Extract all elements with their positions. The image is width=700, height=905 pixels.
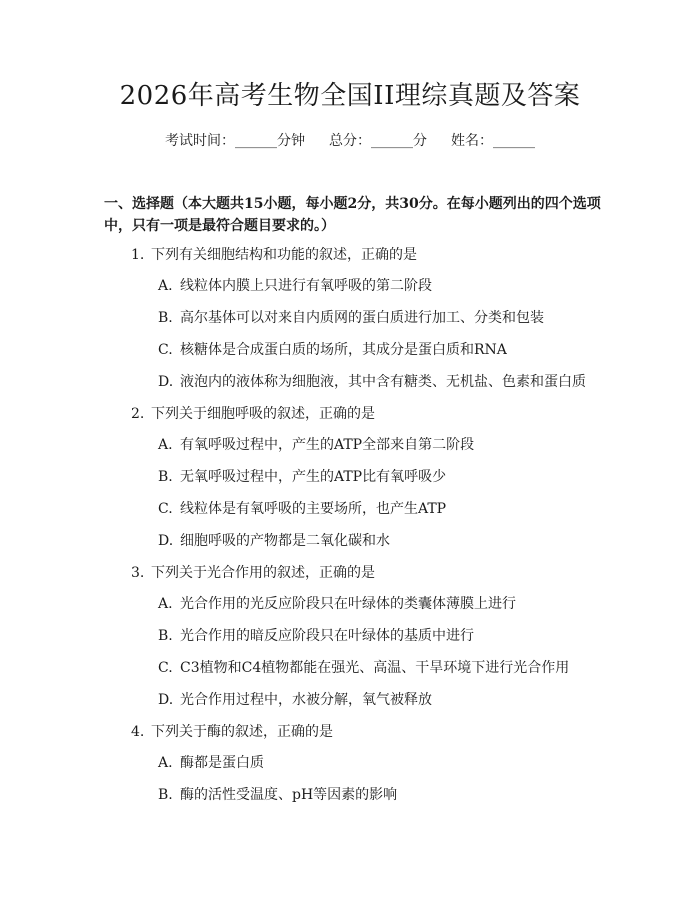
question-1-option-b — [158, 308, 544, 328]
option-text: 酶都是蛋白质 — [180, 755, 264, 771]
option-letter: B. — [158, 310, 173, 326]
total-score-field: 总分：______分 — [329, 133, 427, 149]
option-text: 酶的活性受温度、pH等因素的影响 — [180, 787, 398, 803]
question-number: 4. — [131, 724, 145, 740]
question-2-option-b — [158, 467, 446, 487]
option-letter: A. — [158, 278, 173, 294]
question-3-option-a — [158, 594, 516, 614]
option-letter: C. — [158, 342, 173, 358]
question-4-option-a — [158, 753, 264, 773]
option-letter: C. — [158, 660, 173, 676]
question-2-stem — [131, 404, 375, 424]
question-number: 2. — [131, 406, 145, 422]
option-letter: A. — [158, 437, 173, 453]
option-text: 有氧呼吸过程中，产生的ATP全部来自第二阶段 — [180, 437, 475, 453]
question-text: 下列关于酶的叙述，正确的是 — [151, 724, 333, 740]
option-letter: B. — [158, 469, 173, 485]
exam-meta-line — [0, 131, 700, 151]
option-letter: D. — [158, 374, 174, 390]
question-2-option-a — [158, 435, 474, 455]
option-text: 细胞呼吸的产物都是二氧化碳和水 — [180, 533, 390, 549]
question-text: 下列关于细胞呼吸的叙述，正确的是 — [151, 406, 375, 422]
question-2-option-d — [158, 531, 390, 551]
option-text: 线粒体内膜上只进行有氧呼吸的第二阶段 — [180, 278, 432, 294]
question-1-option-a — [158, 276, 432, 296]
option-letter: C. — [158, 501, 173, 517]
option-text: 无氧呼吸过程中，产生的ATP比有氧呼吸少 — [180, 469, 447, 485]
option-text: C3植物和C4植物都能在强光、高温、干旱环境下进行光合作用 — [180, 660, 570, 676]
question-1-option-c — [158, 340, 507, 360]
option-letter: A. — [158, 596, 173, 612]
question-2-option-c — [158, 499, 446, 519]
question-3-stem — [131, 563, 375, 583]
question-text: 下列有关细胞结构和功能的叙述，正确的是 — [151, 247, 417, 263]
page-title: 2026年高考生物全国II理综真题及答案 — [119, 81, 581, 111]
option-text: 线粒体是有氧呼吸的主要场所，也产生ATP — [180, 501, 447, 517]
exam-time-field: 考试时间：______分钟 — [165, 133, 305, 149]
option-text: 光合作用的光反应阶段只在叶绿体的类囊体薄膜上进行 — [180, 596, 516, 612]
question-number: 1. — [131, 247, 145, 263]
question-1-stem — [131, 245, 417, 265]
option-letter: B. — [158, 628, 173, 644]
student-name-field: 姓名：______ — [451, 133, 535, 149]
question-3-option-c — [158, 658, 569, 678]
question-1-option-d — [158, 372, 586, 392]
option-letter: D. — [158, 692, 174, 708]
option-letter: A. — [158, 755, 173, 771]
option-letter: B. — [158, 787, 173, 803]
section-heading: 一、选择题（本大题共15小题，每小题2分，共30分。在每小题列出的四个选项中，只有一项是最符合题目要求的。） — [104, 196, 601, 234]
question-4-option-b — [158, 785, 397, 805]
question-text: 下列关于光合作用的叙述，正确的是 — [151, 565, 375, 581]
question-number: 3. — [131, 565, 145, 581]
option-text: 高尔基体可以对来自内质网的蛋白质进行加工、分类和包装 — [180, 310, 544, 326]
question-3-option-b — [158, 626, 474, 646]
option-text: 光合作用的暗反应阶段只在叶绿体的基质中进行 — [180, 628, 474, 644]
question-3-option-d — [158, 690, 432, 710]
question-4-stem — [131, 722, 333, 742]
option-text: 核糖体是合成蛋白质的场所，其成分是蛋白质和RNA — [180, 342, 507, 358]
option-letter: D. — [158, 533, 174, 549]
option-text: 液泡内的液体称为细胞液，其中含有糖类、无机盐、色素和蛋白质 — [180, 374, 586, 390]
option-text: 光合作用过程中，水被分解，氧气被释放 — [180, 692, 432, 708]
